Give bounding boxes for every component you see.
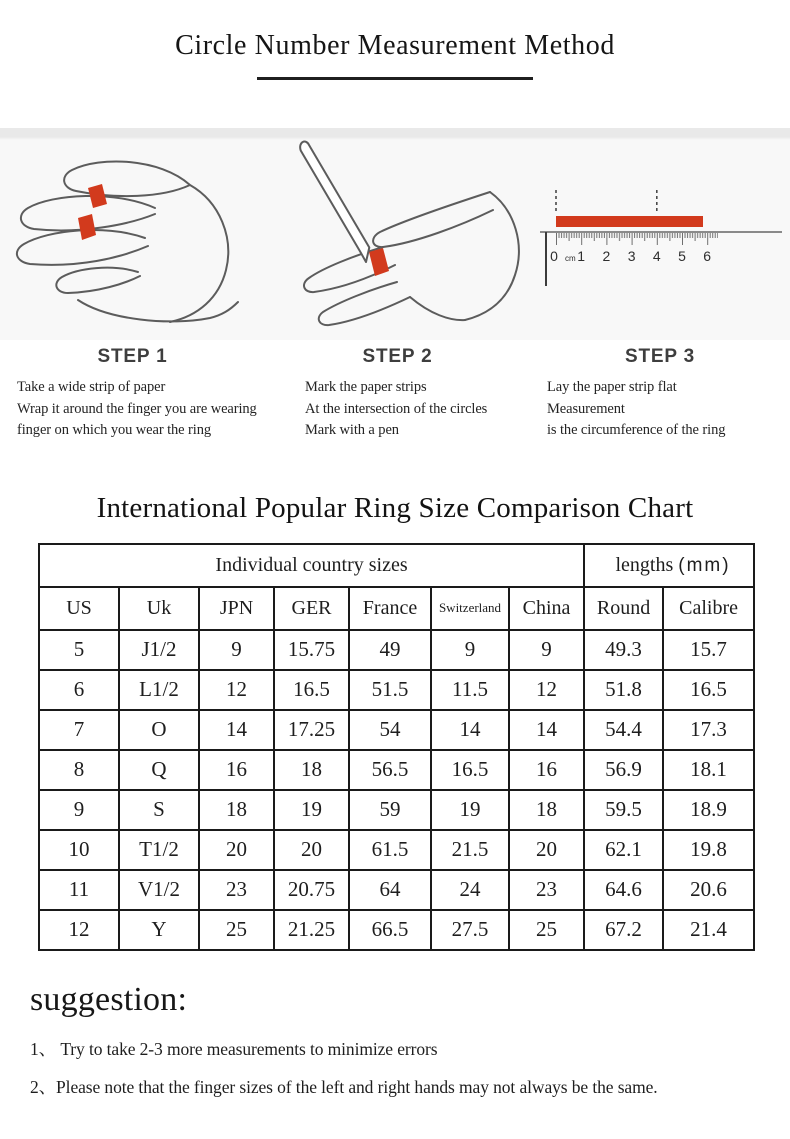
- table-row: [39, 710, 754, 750]
- step-1-instructions: [0, 377, 265, 442]
- column-header-round: Round: [584, 587, 663, 630]
- step-instruction-line: At the intersection of the circles: [305, 400, 488, 417]
- step-instruction-line: Wrap it around the finger you are wearing: [17, 400, 257, 417]
- table-cell: Y: [119, 910, 199, 950]
- ruler-number: 4: [652, 248, 661, 264]
- palm-outline: [410, 297, 465, 320]
- table-cell: 10: [39, 830, 119, 870]
- ruler-number: 6: [703, 248, 712, 264]
- header: [0, 0, 790, 80]
- table-cell: 16.5: [663, 670, 754, 710]
- table-group-header-row: [39, 544, 754, 587]
- table-row: [39, 870, 754, 910]
- ruler-number: 1: [577, 248, 586, 264]
- table-row: [39, 750, 754, 790]
- table-cell: 17.25: [274, 710, 349, 750]
- table-cell: 7: [39, 710, 119, 750]
- table-cell: 51.8: [584, 670, 663, 710]
- hand-with-pen-icon: [265, 128, 530, 340]
- chart-title: International Popular Ring Size Comparison Chart: [96, 491, 694, 524]
- table-cell: 49.3: [584, 630, 663, 670]
- pen-icon: [300, 142, 369, 262]
- column-header-france: France: [349, 587, 431, 630]
- thumb-outline: [56, 268, 140, 293]
- table-cell: 20: [199, 830, 274, 870]
- step-instruction-line: Lay the paper strip flat: [547, 379, 677, 395]
- step3-ruler-illustration: [530, 128, 790, 340]
- table-cell: S: [119, 790, 199, 830]
- step-instruction-line: Mark with a pen: [305, 422, 399, 438]
- red-paper-strip: [556, 216, 703, 227]
- table-cell: 18: [274, 750, 349, 790]
- finger-outline: [373, 192, 493, 247]
- table-cell: J1/2: [119, 630, 199, 670]
- table-cell: 23: [509, 870, 584, 910]
- table-cell: 19: [431, 790, 509, 830]
- table-cell: 18.1: [663, 750, 754, 790]
- table-cell: 16.5: [431, 750, 509, 790]
- table-cell: 18: [199, 790, 274, 830]
- hand-outline: [64, 161, 228, 322]
- table-cell: 11.5: [431, 670, 509, 710]
- table-cell: 25: [509, 910, 584, 950]
- column-header-calibre: Calibre: [663, 587, 754, 630]
- table-cell: 19.8: [663, 830, 754, 870]
- table-cell: 11: [39, 870, 119, 910]
- column-header-china: China: [509, 587, 584, 630]
- table-cell: 20.75: [274, 870, 349, 910]
- column-header-jpn: JPN: [199, 587, 274, 630]
- ruler-number: 3: [627, 248, 636, 264]
- step-1-label: STEP 1: [97, 346, 168, 367]
- column-header-ger: GER: [274, 587, 349, 630]
- table-cell: 14: [199, 710, 274, 750]
- table-cell: 56.9: [584, 750, 663, 790]
- table-cell: 21.25: [274, 910, 349, 950]
- suggestion-item: 2、Please note that the finger sizes of the left and right hands may not always be the same.: [30, 1076, 658, 1097]
- table-cell: 21.5: [431, 830, 509, 870]
- table-cell: 9: [431, 630, 509, 670]
- table-cell: 66.5: [349, 910, 431, 950]
- table-cell: 49: [349, 630, 431, 670]
- table-cell: 18.9: [663, 790, 754, 830]
- table-cell: 16: [509, 750, 584, 790]
- step-1: [0, 340, 265, 442]
- step-instruction-line: Measurement: [547, 400, 625, 417]
- table-column-header-row: [39, 587, 754, 630]
- step-3-label: STEP 3: [625, 346, 695, 367]
- table-row: [39, 670, 754, 710]
- table-cell: 67.2: [584, 910, 663, 950]
- hand-with-strip-icon: [0, 128, 265, 340]
- table-cell: O: [119, 710, 199, 750]
- table-row: [39, 630, 754, 670]
- table-cell: 16: [199, 750, 274, 790]
- table-cell: 59.5: [584, 790, 663, 830]
- table-row: [39, 910, 754, 950]
- illustration-band: [0, 128, 790, 340]
- step-3-instructions: [530, 377, 790, 442]
- table-row: [39, 830, 754, 870]
- table-cell: 12: [199, 670, 274, 710]
- table-cell: 54.4: [584, 710, 663, 750]
- suggestion-section: [0, 981, 790, 1099]
- table-cell: 21.4: [663, 910, 754, 950]
- table-cell: 6: [39, 670, 119, 710]
- table-cell: 14: [431, 710, 509, 750]
- table-cell: 20.6: [663, 870, 754, 910]
- mm-unit-label: (mm): [678, 554, 731, 576]
- ruler-icon: [530, 128, 790, 340]
- step-instruction-line: finger on which you wear the ring: [17, 422, 212, 438]
- table-cell: V1/2: [119, 870, 199, 910]
- comparison-chart-section: [0, 492, 790, 951]
- group-header-country-sizes: Individual country sizes: [39, 544, 584, 587]
- column-header-uk: Uk: [119, 587, 199, 630]
- ruler-number: 5: [678, 248, 686, 264]
- table-cell: 18: [509, 790, 584, 830]
- table-cell: 12: [509, 670, 584, 710]
- table-cell: 12: [39, 910, 119, 950]
- red-paper-strip: [369, 248, 389, 276]
- step-captions: [0, 340, 790, 442]
- ruler-unit-label: cm: [565, 254, 576, 263]
- ruler-number: 2: [602, 248, 611, 264]
- table-cell: 23: [199, 870, 274, 910]
- ring-size-table-body: [39, 630, 754, 950]
- step-2-label: STEP 2: [362, 346, 433, 367]
- table-cell: L1/2: [119, 670, 199, 710]
- column-header-us: US: [39, 587, 119, 630]
- ring-size-table: [38, 543, 755, 951]
- measurement-steps: [0, 128, 790, 442]
- step-instruction-line: is the circumference of the ring: [547, 422, 726, 438]
- table-cell: 8: [39, 750, 119, 790]
- step-3: [530, 340, 790, 442]
- ruler-ticks: [556, 233, 718, 247]
- table-cell: T1/2: [119, 830, 199, 870]
- table-cell: 59: [349, 790, 431, 830]
- table-row: [39, 790, 754, 830]
- table-cell: 56.5: [349, 750, 431, 790]
- suggestion-item: 1、 Try to take 2-3 more measurements to minimize errors: [30, 1038, 438, 1059]
- table-cell: 51.5: [349, 670, 431, 710]
- table-cell: 14: [509, 710, 584, 750]
- step1-hand-illustration: [0, 128, 265, 340]
- title-underline: [257, 77, 533, 80]
- table-cell: 9: [199, 630, 274, 670]
- table-cell: Q: [119, 750, 199, 790]
- step2-pen-illustration: [265, 128, 530, 340]
- table-cell: 64: [349, 870, 431, 910]
- table-cell: 16.5: [274, 670, 349, 710]
- lengths-label: lengths: [615, 553, 674, 576]
- table-cell: 25: [199, 910, 274, 950]
- step-instruction-line: Mark the paper strips: [305, 379, 427, 395]
- table-cell: 64.6: [584, 870, 663, 910]
- table-cell: 5: [39, 630, 119, 670]
- table-cell: 20: [274, 830, 349, 870]
- table-cell: 54: [349, 710, 431, 750]
- step-2: [265, 340, 530, 442]
- step-2-instructions: [265, 377, 530, 442]
- table-cell: 19: [274, 790, 349, 830]
- table-cell: 20: [509, 830, 584, 870]
- wrist-outline: [78, 300, 238, 321]
- ruler-zero-label: 0: [550, 248, 558, 264]
- table-cell: 15.7: [663, 630, 754, 670]
- table-cell: 61.5: [349, 830, 431, 870]
- table-cell: 27.5: [431, 910, 509, 950]
- suggestion-heading: suggestion:: [30, 980, 188, 1018]
- table-cell: 9: [39, 790, 119, 830]
- step-instruction-line: Take a wide strip of paper: [17, 379, 166, 395]
- group-header-lengths: [584, 544, 754, 587]
- red-paper-strip: [78, 214, 96, 240]
- red-paper-strip: [88, 184, 107, 208]
- table-cell: 17.3: [663, 710, 754, 750]
- table-cell: 62.1: [584, 830, 663, 870]
- table-cell: 24: [431, 870, 509, 910]
- page-title: Circle Number Measurement Method: [175, 30, 615, 61]
- table-cell: 9: [509, 630, 584, 670]
- table-cell: 15.75: [274, 630, 349, 670]
- column-header-switzerland: Switzerland: [431, 587, 509, 630]
